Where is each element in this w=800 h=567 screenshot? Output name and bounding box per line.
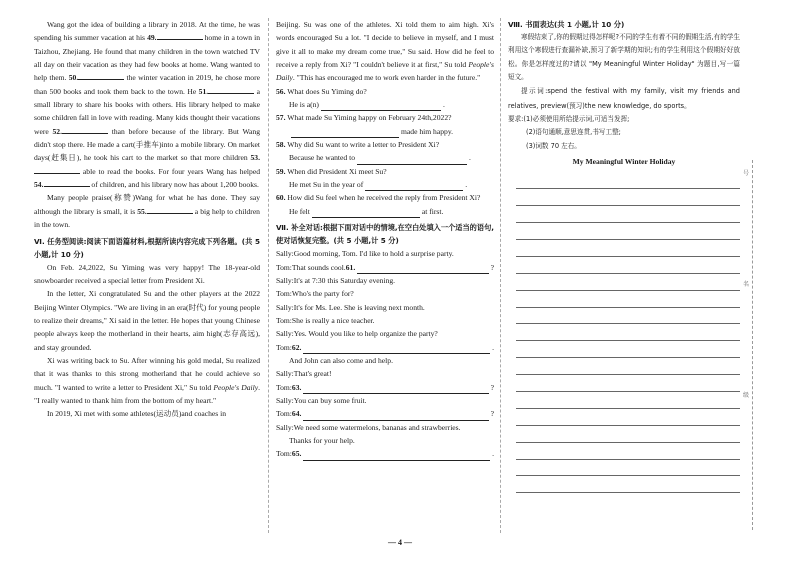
reading-paragraph-3: Xi was writing back to Su. After winning his gold medal, Su realized that it was thanks to this strong motherland that he could achieve so much. "I wanted to write a letter to President Xi," Su told People's Daily. "I really wanted to thank him from the bottom of my heart." xyxy=(34,355,260,405)
question-56: 56. What does Su Yiming do? xyxy=(276,86,367,96)
blank-54[interactable] xyxy=(44,178,90,187)
writing-line[interactable] xyxy=(516,223,740,240)
answer-59: He met Su in the year of . xyxy=(276,178,494,191)
blank-62[interactable] xyxy=(303,344,490,354)
answer-56-blank[interactable] xyxy=(321,101,441,111)
question-57: 57. What made Su Yiming happy on February 24th,2022? xyxy=(276,113,452,123)
dialogue-line-1: Sally:Good morning, Tom. I'd like to hold a surprise party. xyxy=(276,249,454,259)
blank-number-53: 53. xyxy=(250,153,260,163)
dialogue-line-11: Tom: 63. ? xyxy=(276,381,494,394)
blank-51[interactable] xyxy=(208,85,254,94)
writing-line[interactable] xyxy=(516,443,740,460)
writing-line[interactable] xyxy=(516,375,740,392)
writing-line[interactable] xyxy=(516,206,740,223)
reading-paragraph-4: In 2019, Xi met with some athletes(运动员)and coaches in xyxy=(47,409,227,419)
writing-line[interactable] xyxy=(516,409,740,426)
dialogue-line-4: Tom:Who's the party for? xyxy=(276,289,354,299)
dialogue-line-3: Sally:It's at 7:30 this Saturday evening. xyxy=(276,275,396,285)
blank-52[interactable] xyxy=(62,125,108,134)
blank-number-51: 51. xyxy=(198,86,209,96)
dialogue-line-15: Thanks for your help. xyxy=(289,435,355,445)
section-7-heading: Ⅶ. 补全对话:根据下面对话中的情境,在空白处填入一个适当的语句,使对话恢复完整。(共 5 小题,计 5 分) xyxy=(276,223,494,246)
dialogue-line-10: Sally:That's great! xyxy=(276,369,332,379)
binding-label-class: 级 xyxy=(743,393,750,399)
blank-53[interactable] xyxy=(34,165,80,174)
answer-58: Because he wanted to . xyxy=(276,151,494,164)
dialogue-line-9: And John can also come and help. xyxy=(289,355,393,365)
dialogue-line-7: Sally:Yes. Would you like to help organize the party? xyxy=(276,329,438,339)
reading-paragraph-5: Beijing. Su was one of the athletes. Xi told them to aim high. Xi's words encouraged Su a lot. "I decide to believe in myself, and I must give it all to make my dream come true," Su said. How did he feel to receive a reply from Xi? "I couldn't believe it at first," Su told People's Daily. "This has encouraged me to work even harder in the future." xyxy=(276,20,494,83)
dialogue-line-6: Tom:She is really a nice teacher. xyxy=(276,315,375,325)
writing-line[interactable] xyxy=(516,274,740,291)
writing-requirement-2: (2)语句通顺,意思连贯,书写工整; xyxy=(526,128,621,137)
answer-57-blank[interactable] xyxy=(291,128,399,138)
blank-65[interactable] xyxy=(303,451,490,461)
answer-56: He is a(n) . xyxy=(276,98,494,111)
writing-line[interactable] xyxy=(516,189,740,206)
dialogue-line-13: Tom: 64. ? xyxy=(276,407,494,420)
answer-58-blank[interactable] xyxy=(357,155,467,165)
answer-60: He felt at first. xyxy=(276,205,494,218)
blank-63[interactable] xyxy=(303,384,488,394)
blank-number-52: 52. xyxy=(52,126,62,136)
writing-line[interactable] xyxy=(516,341,740,358)
writing-line[interactable] xyxy=(516,172,740,189)
writing-requirement-1: 要求:(1)必须使用所给提示词,可适当发挥; xyxy=(508,115,630,124)
question-59: 59. When did President Xi meet Su? xyxy=(276,166,387,176)
blank-number-49: 49. xyxy=(147,33,157,43)
column-2 xyxy=(276,18,494,461)
passage-paragraph-1: Wang got the idea of building a library in 2018. At the time, he was spending his summer vacation at his 49. home in a town in Taizhou, Zhejiang. He found that many children in the town watched TV all day on their vacation as they had few books at home. Wang wanted to help them. 50. the winter vacation in 2019, he chose more than 500 books and took them back to the town. He 51. a small library to share his books with others. His library helped to make some children fall in love with reading. Many kids thought their vacations were 52. than before because of the library. But Wang didn't stop there. He made a cart(手推车)into a mobile library. On market days(赶集日), he took his cart to the market so that more children 53. able to read the books. For four years Wang has helped 54. of children, and his library now has about 1,200 books. xyxy=(34,20,261,190)
essay-title: My Meaningful Winter Holiday xyxy=(572,157,676,167)
dialogue-line-14: Sally:We need some watermelons, bananas and strawberries. xyxy=(276,422,461,432)
writing-line[interactable] xyxy=(516,476,740,493)
reading-paragraph-1: On Feb. 24,2022, Su Yiming was very happy! The 18-year-old snowboarder received a special letter from President Xi. xyxy=(34,262,260,285)
writing-line[interactable] xyxy=(516,324,740,341)
blank-50[interactable] xyxy=(78,71,124,80)
blank-49[interactable] xyxy=(157,31,203,40)
column-3 xyxy=(508,18,740,493)
writing-line[interactable] xyxy=(516,257,740,274)
blank-number-50: 50. xyxy=(68,73,79,83)
writing-lines[interactable] xyxy=(508,172,740,493)
blank-64[interactable] xyxy=(303,411,488,421)
writing-line[interactable] xyxy=(516,308,740,325)
column-1 xyxy=(34,18,260,421)
answer-59-blank[interactable] xyxy=(365,181,463,191)
dialogue-line-2: Tom:That sounds cool. 61. ? xyxy=(276,261,494,274)
binding-label-number: 号 xyxy=(743,171,750,177)
question-58: 58. Why did Su want to write a letter to President Xi? xyxy=(276,140,440,150)
answer-57: made him happy. xyxy=(276,125,494,138)
dialogue-line-5: Sally:It's for Ms. Lee. She is leaving next month. xyxy=(276,302,425,312)
blank-61[interactable] xyxy=(357,264,488,274)
blank-55[interactable] xyxy=(147,205,193,214)
dialogue-line-8: Tom: 62. . xyxy=(276,341,494,354)
answer-60-blank[interactable] xyxy=(312,208,420,218)
writing-line[interactable] xyxy=(516,426,740,443)
page-number: — 4 — xyxy=(388,538,412,547)
passage-paragraph-2: Many people praise(称赞)Wang for what he has done. They say although the library is small, it is 55. a big help to children in the town. xyxy=(34,193,260,230)
writing-line[interactable] xyxy=(516,240,740,257)
writing-line[interactable] xyxy=(516,392,740,409)
writing-line[interactable] xyxy=(516,291,740,308)
question-60: 60. How did Su feel when he received the reply from President Xi? xyxy=(276,193,481,203)
binding-margin-line xyxy=(752,160,753,530)
dialogue-line-12: Sally:You can buy some fruit. xyxy=(276,395,367,405)
dialogue-line-16: Tom: 65. . xyxy=(276,447,494,460)
section-6-heading: Ⅵ. 任务型阅读:阅读下面语篇材料,根据所读内容完成下列各题。(共 5 小题,计 10 分) xyxy=(34,236,260,259)
blank-number-55: 55. xyxy=(137,206,147,216)
writing-line[interactable] xyxy=(516,358,740,375)
binding-label-name: 名 xyxy=(743,282,750,288)
writing-line[interactable] xyxy=(516,460,740,477)
writing-prompt: 寒假结束了,你的假期过得怎样呢?不同的学生有着不同的假期生活,有的学生利用这个寒假进行查漏补缺,预习了新学期的知识;有的学生利用这个假期好好放松。你是怎样度过的?请以 "My Meaningful Winter Holiday" 为题目,写一篇短文。 xyxy=(508,33,740,82)
reading-paragraph-2: In the letter, Xi congratulated Su and the other players at the 2022 Beijing Winter Olympics. "We are living in an era(时代) for young people to realize their dreams," Xi said in the letter. He hopes that young Chinese people always keep the motherland in their hearts, aim high(志存高远), and stay grounded. xyxy=(34,289,260,352)
writing-hint-words: 提示词:spend the festival with my family, visit my friends and relatives, preview(预习)the new knowledge, do sports。 xyxy=(508,87,740,110)
section-8-heading: Ⅷ. 书面表达(共 1 小题,计 10 分) xyxy=(508,20,625,29)
writing-requirement-3: (3)词数 70 左右。 xyxy=(526,141,581,150)
blank-number-54: 54. xyxy=(34,180,44,190)
